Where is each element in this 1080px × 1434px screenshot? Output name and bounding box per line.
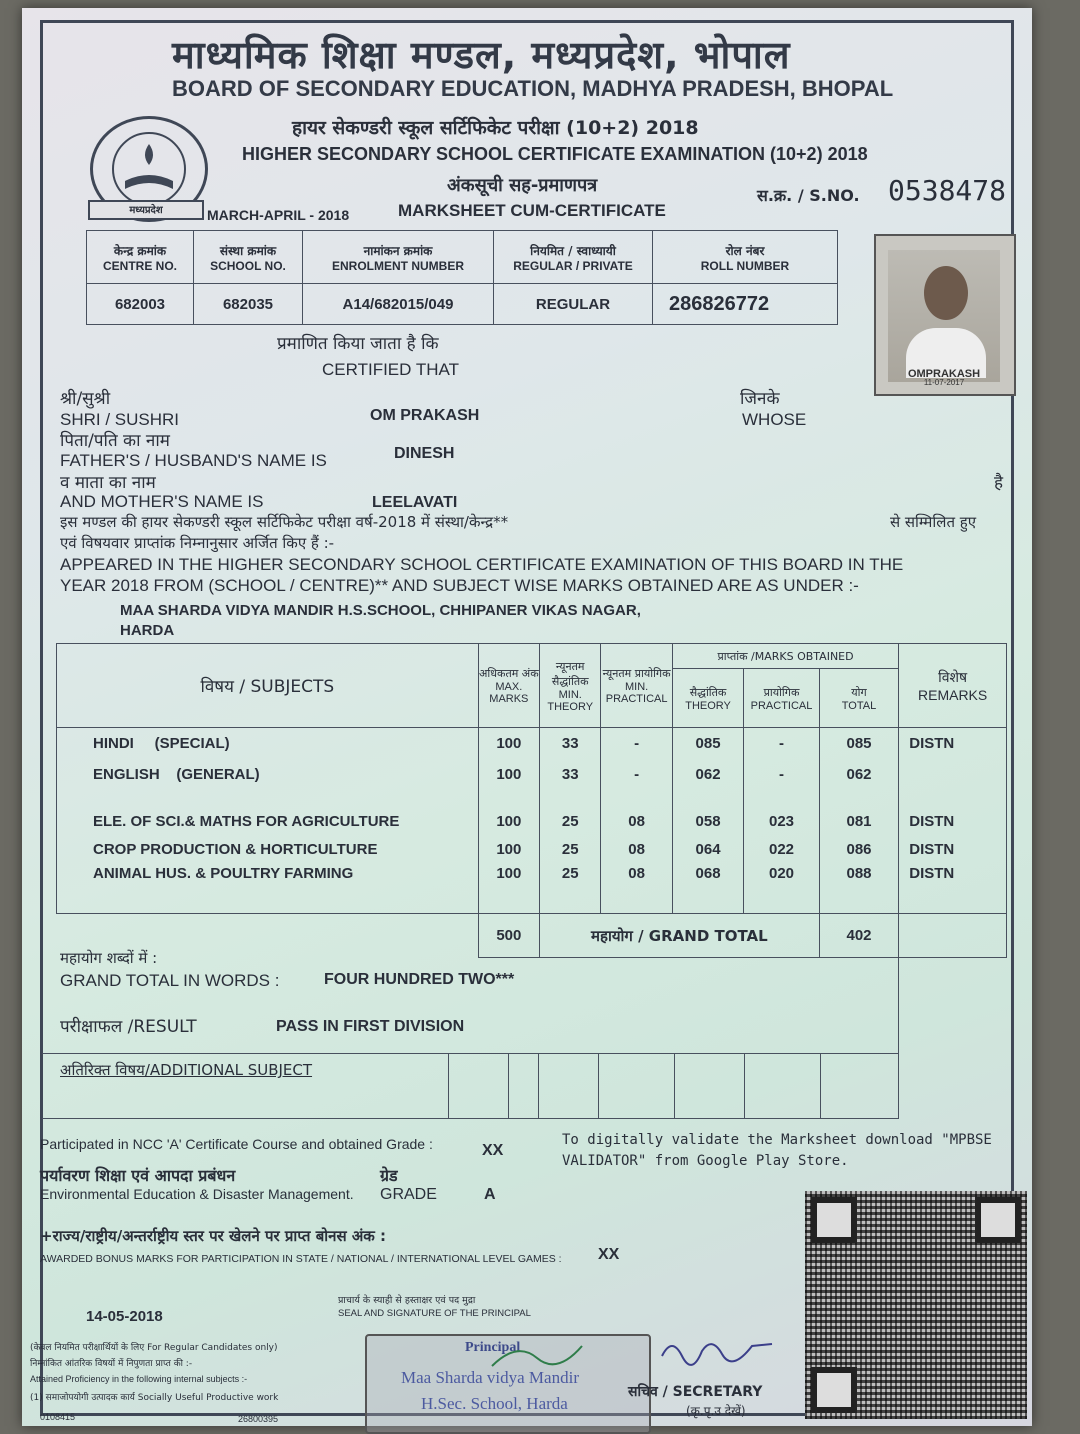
seal-label-english: SEAL AND SIGNATURE OF THE PRINCIPAL bbox=[338, 1308, 531, 1319]
seal-banner: मध्यप्रदेश bbox=[88, 200, 204, 220]
total-marks: 086 bbox=[819, 834, 899, 865]
code-left: 0108415 bbox=[40, 1412, 76, 1422]
photo-face bbox=[924, 266, 968, 320]
theory-marks: 058 bbox=[672, 790, 743, 834]
total-marks: 085 bbox=[819, 728, 899, 759]
ncc-label: Participated in NCC 'A' Certificate Course and obtained Grade : bbox=[40, 1136, 433, 1152]
theory-marks: 062 bbox=[672, 759, 743, 790]
appeared-hindi-line2: एवं विषयवार प्राप्तांक निम्नानुसार अर्जित किए हैं :- bbox=[60, 534, 335, 552]
additional-col-line bbox=[598, 1053, 599, 1119]
issue-date: 14-05-2018 bbox=[86, 1308, 163, 1325]
total-marks: 081 bbox=[819, 790, 899, 834]
max-marks: 100 bbox=[478, 865, 539, 896]
subject-name: CROP PRODUCTION & HORTICULTURE bbox=[57, 834, 479, 865]
candidate-photo bbox=[874, 234, 1016, 396]
note-line2: निम्नांकित आंतरिक विषयों में निपुणता प्राप्त की :- bbox=[30, 1359, 193, 1369]
qr-finder bbox=[811, 1197, 857, 1243]
code-right: 26800395 bbox=[238, 1414, 279, 1424]
school-name-line1: MAA SHARDA VIDYA MANDIR H.S.SCHOOL, CHHIPANER VIKAS NAGAR, bbox=[120, 602, 641, 619]
additional-col-line bbox=[744, 1053, 745, 1119]
school-number: 682035 bbox=[194, 284, 303, 325]
subject-row bbox=[57, 865, 1007, 896]
remark: DISTN bbox=[899, 728, 1007, 759]
marks-obtained-header: प्राप्तांक /MARKS OBTAINED bbox=[672, 644, 898, 669]
remark: DISTN bbox=[899, 865, 1007, 896]
mother-name: LEELAVATI bbox=[372, 494, 458, 511]
roll-number: 286826772 bbox=[653, 284, 838, 325]
additional-col-line bbox=[674, 1053, 675, 1119]
grand-total: 402 bbox=[819, 914, 899, 958]
whose-english: WHOSE bbox=[742, 410, 807, 429]
max-marks: 100 bbox=[478, 790, 539, 834]
note-line3: Attained Proficiency in the following internal subjects :- bbox=[30, 1374, 248, 1384]
practical-marks: 020 bbox=[744, 865, 819, 896]
min-theory: 25 bbox=[540, 865, 601, 896]
qr-finder bbox=[811, 1367, 857, 1413]
practical-header: प्रायोगिक PRACTICAL bbox=[744, 669, 819, 728]
bonus-label-english: AWARDED BONUS MARKS FOR PARTICIPATION IN STATE / NATIONAL / INTERNATIONAL LEVEL GAMES : bbox=[40, 1253, 562, 1265]
mother-english: AND MOTHER'S NAME IS bbox=[60, 492, 264, 511]
practical-marks: 023 bbox=[744, 790, 819, 834]
exam-session: MARCH-APRIL - 2018 bbox=[207, 207, 350, 223]
id-header-cell: नियमित / स्वाध्यायी REGULAR / PRIVATE bbox=[494, 231, 653, 284]
result-value: PASS IN FIRST DIVISION bbox=[276, 1018, 465, 1035]
enrolment-number: A14/682015/049 bbox=[303, 284, 494, 325]
subject-row bbox=[57, 834, 1007, 865]
grand-total-words: FOUR HUNDRED TWO*** bbox=[324, 971, 515, 988]
exam-title-english: HIGHER SECONDARY SCHOOL CERTIFICATE EXAMINATION (10+2) 2018 bbox=[242, 144, 868, 164]
id-header-cell: नामांकन क्रमांक ENROLMENT NUMBER bbox=[303, 231, 494, 284]
grand-max-marks: 500 bbox=[478, 914, 539, 958]
stamp-principal: Principal bbox=[465, 1340, 521, 1355]
serial-number: 0538478 bbox=[888, 174, 1007, 207]
id-header-cell: केन्द्र क्रमांक CENTRE NO. bbox=[87, 231, 194, 284]
additional-col-line bbox=[820, 1053, 821, 1119]
father-name: DINESH bbox=[394, 445, 455, 462]
additional-col-line bbox=[448, 1053, 449, 1119]
document-type-hindi: अंकसूची सह-प्रमाणपत्र bbox=[447, 175, 598, 196]
practical-marks: - bbox=[744, 728, 819, 759]
shri-english: SHRI / SUSHRI bbox=[60, 410, 180, 429]
marks-table bbox=[56, 643, 1007, 958]
centre-number: 682003 bbox=[87, 284, 194, 325]
divider bbox=[42, 1053, 898, 1054]
mother-hindi: व माता का नाम bbox=[60, 473, 156, 493]
shri-hindi: श्री/सुश्री bbox=[60, 389, 111, 409]
secretary-label: सचिव / SECRETARY bbox=[628, 1384, 763, 1400]
ncc-grade: XX bbox=[482, 1142, 504, 1159]
id-header-cell: रोल नंबर ROLL NUMBER bbox=[653, 231, 838, 284]
id-header-row bbox=[87, 231, 838, 284]
father-hindi: पिता/पति का नाम bbox=[60, 431, 170, 451]
certify-hindi: प्रमाणित किया जाता है कि bbox=[277, 334, 439, 354]
theory-marks: 064 bbox=[672, 834, 743, 865]
total-header: योग TOTAL bbox=[819, 669, 899, 728]
school-name-line2: HARDA bbox=[120, 622, 175, 639]
total-marks: 062 bbox=[819, 759, 899, 790]
max-marks: 100 bbox=[478, 834, 539, 865]
additional-col-line bbox=[538, 1053, 539, 1119]
min-theory: 25 bbox=[540, 790, 601, 834]
remark: DISTN bbox=[899, 834, 1007, 865]
additional-subject-label: अतिरिक्त विषय/ADDITIONAL SUBJECT bbox=[60, 1061, 313, 1079]
bonus-label-hindi: +राज्य/राष्ट्रीय/अन्तर्राष्ट्रीय स्तर पर खेलने पर प्राप्त बोनस अंक : bbox=[40, 1227, 387, 1245]
sammilit-hindi: से सम्मिलित हुए bbox=[890, 513, 977, 531]
min-practical: - bbox=[601, 728, 672, 759]
subject-name: ELE. OF SCI.& MATHS FOR AGRICULTURE bbox=[57, 790, 479, 834]
env-label-english: Environmental Education & Disaster Management. bbox=[40, 1186, 354, 1202]
subjects-header: विषय / SUBJECTS bbox=[57, 644, 479, 728]
seal-label-hindi: प्राचार्य के स्याही से हस्ताक्षर एवं पद मुद्रा bbox=[338, 1295, 476, 1306]
subject-name: ANIMAL HUS. & POULTRY FARMING bbox=[57, 865, 479, 896]
grade-label-hindi: ग्रेड bbox=[380, 1166, 398, 1185]
remarks-header: विशेष REMARKS bbox=[899, 644, 1007, 728]
theory-marks: 068 bbox=[672, 865, 743, 896]
note-line4: (1) समाजोपयोगी उत्पादक कार्य Socially Useful Productive work bbox=[30, 1393, 279, 1403]
principal-signature-icon bbox=[487, 1336, 587, 1376]
result-label: परीक्षाफल /RESULT bbox=[60, 1017, 197, 1037]
board-title-english: BOARD OF SECONDARY EDUCATION, MADHYA PRADESH, BHOPAL bbox=[172, 76, 894, 101]
practical-marks: - bbox=[744, 759, 819, 790]
words-label-hindi: महायोग शब्दों में : bbox=[60, 949, 158, 967]
words-label-english: GRAND TOTAL IN WORDS : bbox=[60, 971, 280, 990]
candidate-name: OM PRAKASH bbox=[370, 407, 480, 424]
min-theory: 25 bbox=[540, 834, 601, 865]
photo-date: 11-07-2017 bbox=[923, 378, 965, 387]
env-label-hindi: पर्यावरण शिक्षा एवं आपदा प्रबंधन bbox=[40, 1166, 236, 1185]
secretary-note: (कृ.पृ.उ देखें) bbox=[686, 1404, 746, 1418]
note-line1: (केवल नियमित परीक्षार्थियों के लिए For Regular Candidates only) bbox=[30, 1343, 278, 1353]
subject-row bbox=[57, 759, 1007, 790]
max-marks: 100 bbox=[478, 728, 539, 759]
appeared-english-line2: YEAR 2018 FROM (SCHOOL / CENTRE)** AND SUBJECT WISE MARKS OBTAINED ARE AS UNDER :- bbox=[60, 576, 859, 595]
max-marks-header: अधिकतम अंक MAX. MARKS bbox=[478, 644, 539, 728]
whose-hindi: जिनके bbox=[740, 389, 780, 409]
hai-hindi: है bbox=[994, 473, 1004, 493]
principal-stamp bbox=[365, 1334, 651, 1434]
marksheet-document bbox=[22, 8, 1032, 1426]
board-title-hindi: माध्यमिक शिक्षा मण्डल, मध्यप्रदेश, भोपाल bbox=[172, 33, 791, 77]
min-theory: 33 bbox=[540, 759, 601, 790]
env-grade: A bbox=[484, 1186, 496, 1203]
secretary-signature-icon bbox=[652, 1326, 782, 1376]
subject-name: HINDI (SPECIAL) bbox=[57, 728, 479, 759]
subject-row bbox=[57, 728, 1007, 759]
min-theory-header: न्यूनतम सैद्धांतिक MIN. THEORY bbox=[540, 644, 601, 728]
validator-note: To digitally validate the Marksheet download "MPBSE VALIDATOR" from Google Play Store. bbox=[562, 1132, 992, 1169]
additional-col-line bbox=[508, 1053, 509, 1119]
total-marks: 088 bbox=[819, 865, 899, 896]
id-header-cell: संस्था क्रमांक SCHOOL NO. bbox=[194, 231, 303, 284]
grand-total-label: महायोग / GRAND TOTAL bbox=[540, 914, 820, 958]
stamp-address: H.Sec. School, Harda bbox=[421, 1394, 568, 1413]
regular-private: REGULAR bbox=[494, 284, 653, 325]
theory-marks: 085 bbox=[672, 728, 743, 759]
grade-label-english: GRADE bbox=[380, 1186, 437, 1203]
bonus-marks: XX bbox=[598, 1246, 620, 1263]
photo-image bbox=[888, 250, 1000, 387]
min-theory: 33 bbox=[540, 728, 601, 759]
father-english: FATHER'S / HUSBAND'S NAME IS bbox=[60, 451, 327, 470]
serial-number-label: स.क्र. / S.NO. bbox=[757, 186, 860, 205]
theory-header: सैद्धांतिक THEORY bbox=[672, 669, 743, 728]
identification-table bbox=[86, 230, 838, 325]
max-marks: 100 bbox=[478, 759, 539, 790]
min-practical: 08 bbox=[601, 834, 672, 865]
validation-qr-code[interactable] bbox=[805, 1191, 1027, 1419]
min-practical: - bbox=[601, 759, 672, 790]
min-practical: 08 bbox=[601, 790, 672, 834]
min-practical: 08 bbox=[601, 865, 672, 896]
photo-caption: OMPRAKASH bbox=[907, 368, 981, 380]
subject-row bbox=[57, 790, 1007, 834]
remark: DISTN bbox=[899, 790, 1007, 834]
stamp-school: Maa Sharda vidya Mandir bbox=[401, 1368, 579, 1387]
certify-english: CERTIFIED THAT bbox=[322, 360, 459, 379]
appeared-hindi-line1: इस मण्डल की हायर सेकण्डरी स्कूल सर्टिफिकेट परीक्षा वर्ष-2018 में संस्था/केन्द्र** bbox=[60, 513, 509, 531]
practical-marks: 022 bbox=[744, 834, 819, 865]
exam-title-hindi: हायर सेकण्डरी स्कूल सर्टिफिकेट परीक्षा (10+2) 2018 bbox=[292, 117, 699, 139]
remark bbox=[899, 759, 1007, 790]
document-type-english: MARKSHEET CUM-CERTIFICATE bbox=[398, 201, 666, 220]
appeared-english-line1: APPEARED IN THE HIGHER SECONDARY SCHOOL CERTIFICATE EXAMINATION OF THIS BOARD IN THE bbox=[60, 555, 904, 574]
marks-header-row bbox=[57, 644, 1007, 669]
qr-finder bbox=[975, 1197, 1021, 1243]
id-value-row bbox=[87, 284, 838, 325]
subject-name: ENGLISH (GENERAL) bbox=[57, 759, 479, 790]
spacer-row bbox=[57, 896, 1007, 914]
min-practical-header: न्यूनतम प्रायोगिक MIN. PRACTICAL bbox=[601, 644, 672, 728]
